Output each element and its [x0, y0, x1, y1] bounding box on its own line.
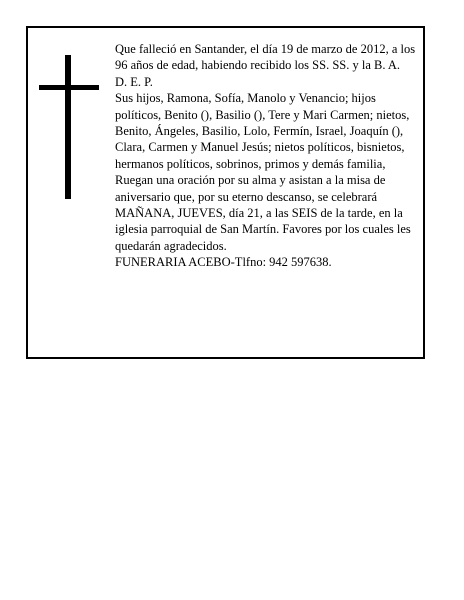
cross-icon — [39, 55, 99, 199]
notice-text — [115, 41, 421, 271]
rip-line: D. E. P. — [115, 74, 153, 89]
funeral-home-contact: FUNERARIA ACEBO-Tlfno: 942 597638. — [115, 255, 332, 270]
cross-horizontal-bar — [39, 85, 99, 90]
mass-invitation: Ruegan una oración por su alma y asistan a la misa de aniversario que, por su eterno descanso, se celebrará MAÑANA, JUEVES, día 21, a las SEIS de la tarde, en la iglesia parroquial de San Martín. Favores por los cuales les quedarán agradecidos. — [115, 173, 411, 253]
death-announcement: Que falleció en Santander, el día 19 de marzo de 2012, a los 96 años de edad, habiendo recibido los SS. SS. y la B. A. — [115, 42, 416, 73]
obituary-notice — [26, 26, 425, 359]
family-list: Sus hijos, Ramona, Sofía, Manolo y Venancio; hijos políticos, Benito (), Basilio (), Tere y Mari Carmen; nietos, Benito, Ángeles, Basilio, Lolo, Fermín, Israel, Joaquín (), Clara, Carmen y Manuel Jesús; nietos políticos, bisnietos, hermanos políticos, sobrinos, primos y demás familia, — [115, 91, 410, 171]
cross-vertical-bar — [65, 55, 71, 199]
